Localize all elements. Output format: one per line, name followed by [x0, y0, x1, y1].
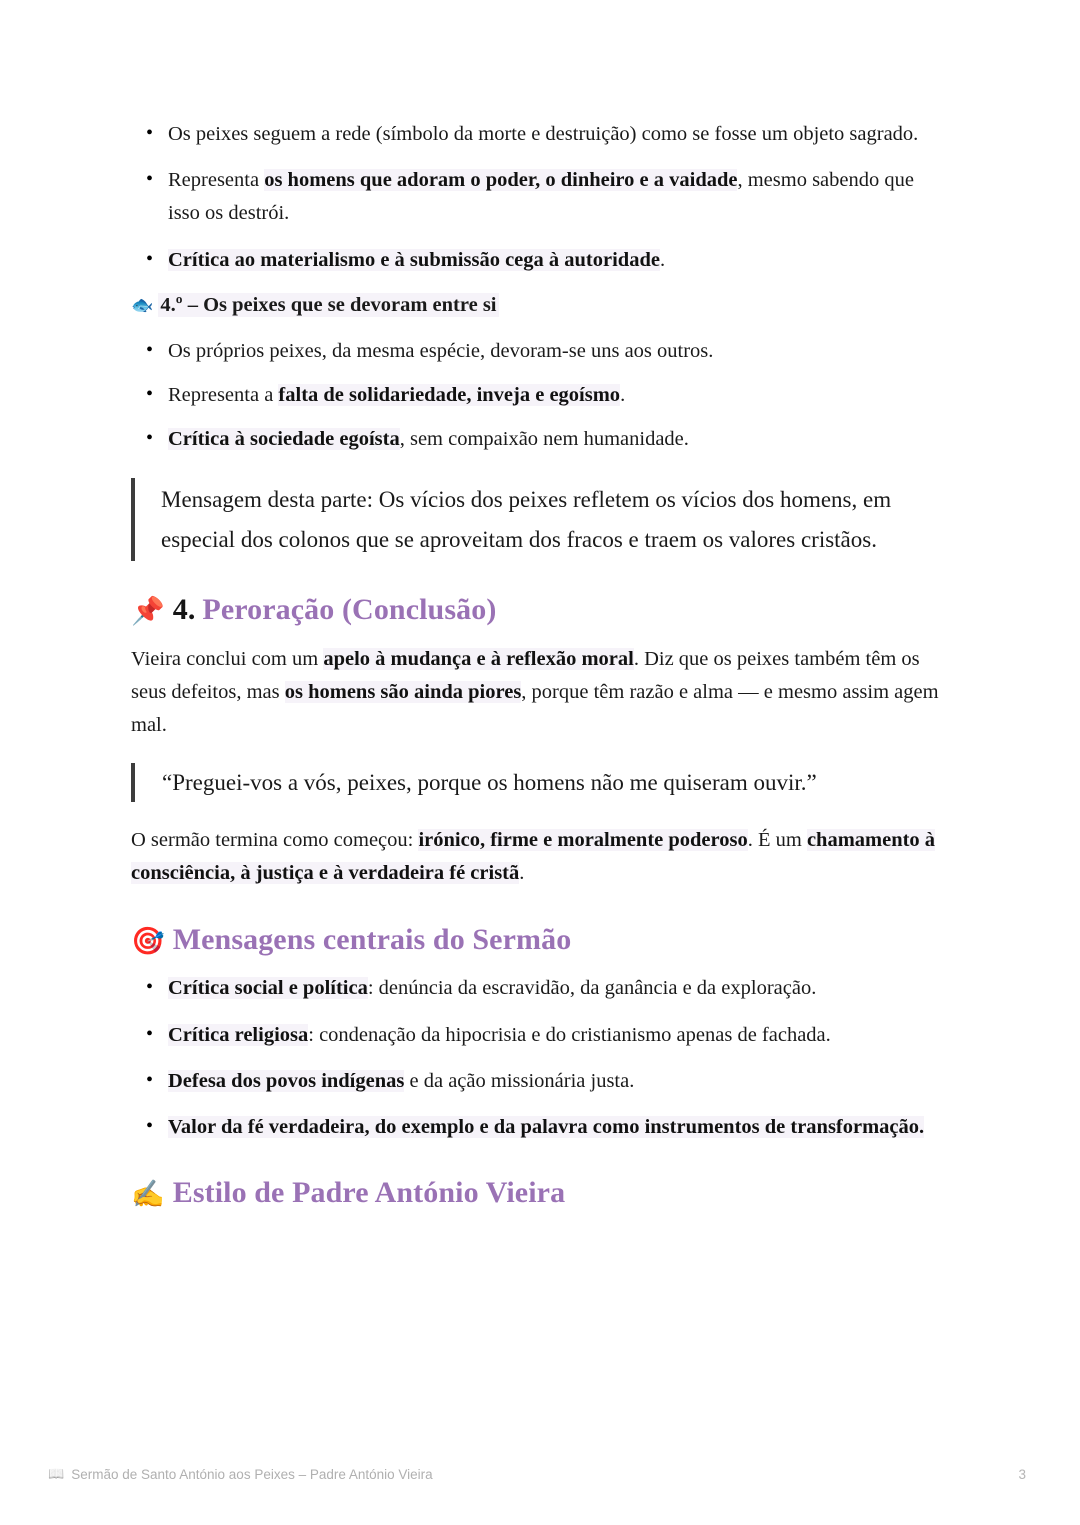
plain-text: , sem compaixão nem humanidade.	[399, 427, 689, 450]
emphasis-text: os homens que adoram o poder, o dinheiro e a vaidade	[264, 169, 738, 192]
emphasis-text: Defesa dos povos indígenas	[168, 1069, 405, 1092]
page-content	[131, 118, 949, 1226]
footer-left	[48, 1466, 433, 1482]
list-item	[131, 1111, 949, 1144]
plain-text: , porque têm razão e alma — e mesmo assim agem mal.	[131, 681, 939, 737]
subheading-quarto-peixe-label: 4.º – Os peixes que se devoram entre si	[160, 293, 497, 316]
book-icon: 📖	[48, 1466, 65, 1481]
plain-text: . Diz que os peixes também têm os seus defeitos, mas	[131, 648, 920, 704]
plain-text: .	[519, 862, 525, 885]
heading-peroracao-number: 4.	[172, 593, 196, 627]
plain-text: : denúncia da escravidão, da ganância e da exploração.	[367, 977, 817, 1000]
blockquote-mensagem-text: Mensagem desta parte: Os vícios dos peixes refletem os vícios dos homens, em especial dos colonos que se aproveitam dos fracos e traem os valores cristãos.	[161, 487, 892, 552]
fish-icon: 🐟	[131, 294, 154, 315]
target-icon: 🎯	[131, 925, 165, 956]
plain-text: O sermão termina como começou:	[131, 829, 419, 852]
emphasis-text: apelo à mudança e à reflexão moral	[323, 648, 634, 671]
emphasis-text: falta de solidariedade, inveja e egoísmo	[278, 383, 621, 406]
list-item	[131, 379, 949, 412]
emphasis-text: Valor da fé verdadeira, do exemplo e da palavra como instrumentos de transformação.	[168, 1116, 925, 1139]
list-item	[131, 244, 949, 277]
list-item	[131, 335, 949, 368]
plain-text: Representa	[168, 169, 265, 192]
footer-page-number: 3	[1018, 1466, 1026, 1482]
plain-text: .	[659, 248, 666, 271]
emphasis-text: Crítica à sociedade egoísta	[168, 427, 400, 450]
emphasis-text: chamamento à consciência, à justiça e à verdadeira fé cristã	[131, 829, 936, 885]
list-item	[131, 972, 949, 1005]
subheading-quarto-peixe	[131, 290, 949, 321]
list-item	[131, 164, 949, 230]
list-item	[131, 1065, 949, 1098]
blockquote-preguei-vos	[131, 763, 949, 803]
emphasis-text: irónico, firme e moralmente poderoso	[418, 829, 748, 852]
plain-text: Os próprios peixes, da mesma espécie, devoram-se uns aos outros.	[168, 339, 714, 362]
plain-text: , mesmo sabendo que isso os destrói.	[168, 169, 914, 225]
footer-title: Sermão de Santo António aos Peixes – Padre António Vieira	[71, 1466, 433, 1482]
heading-estilo-vieira	[131, 1174, 949, 1212]
plain-text: Os peixes seguem a rede (símbolo da morte e destruição) como se fosse um objeto sagrado.	[168, 123, 919, 145]
heading-mensagens-centrais-title: Mensagens centrais do Sermão	[172, 922, 572, 956]
blockquote-mensagem-desta-parte	[131, 478, 949, 561]
emphasis-text: Crítica ao materialismo e à submissão cega à autoridade	[168, 248, 660, 271]
page-footer	[48, 1463, 1040, 1485]
bullet-list-terceiro-peixe	[131, 118, 949, 277]
writing-hand-icon: ✍️	[131, 1179, 165, 1210]
list-item	[131, 118, 949, 151]
heading-estilo-vieira-title: Estilo de Padre António Vieira	[172, 1176, 566, 1210]
plain-text: Vieira conclui com um	[131, 648, 324, 671]
plain-text: : condenação da hipocrisia e do cristianismo apenas de fachada.	[308, 1023, 831, 1046]
bullet-list-quarto-peixe	[131, 335, 949, 457]
heading-mensagens-centrais	[131, 921, 949, 959]
plain-text: . É um	[747, 829, 807, 852]
list-item	[131, 423, 949, 456]
list-item	[131, 1019, 949, 1052]
emphasis-text: Crítica religiosa	[168, 1023, 309, 1046]
bullet-list-mensagens-centrais	[131, 972, 949, 1144]
paragraph-sermao-termina	[131, 824, 949, 890]
pushpin-icon: 📌	[131, 596, 165, 627]
emphasis-text: Crítica social e política	[168, 977, 368, 1000]
plain-text: Representa a	[168, 383, 279, 406]
paragraph-vieira-conclui	[131, 643, 949, 743]
emphasis-text: os homens são ainda piores	[284, 681, 522, 704]
heading-peroracao	[131, 591, 949, 629]
heading-peroracao-title: Peroração (Conclusão)	[202, 593, 497, 627]
plain-text: .	[620, 383, 626, 406]
blockquote-preguei-text: “Preguei-vos a vós, peixes, porque os homens não me quiseram ouvir.”	[162, 769, 817, 795]
plain-text: e da ação missionária justa.	[404, 1069, 635, 1092]
